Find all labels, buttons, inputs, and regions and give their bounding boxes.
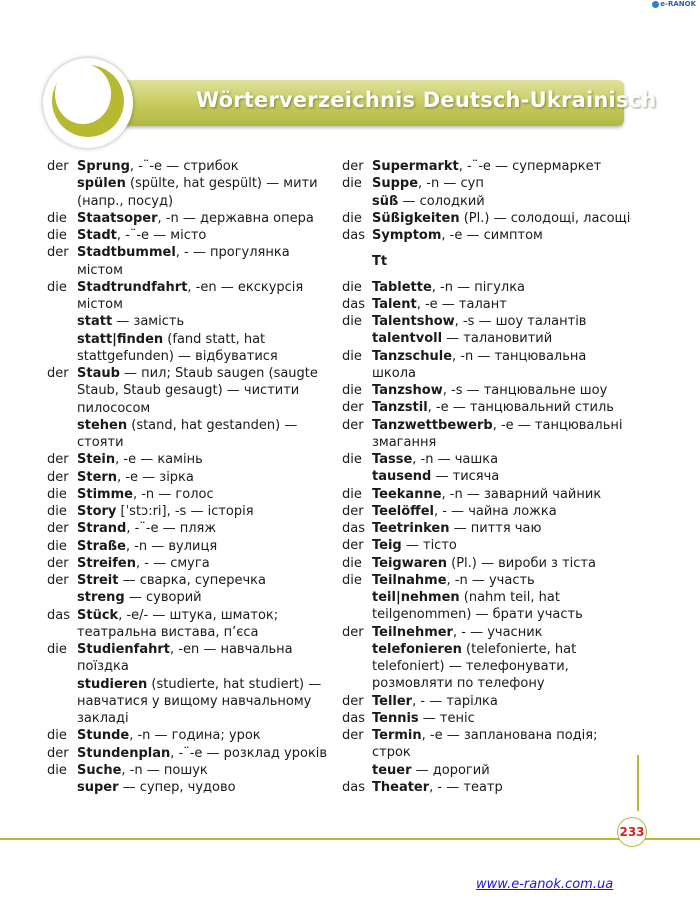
entry-article: der xyxy=(47,555,69,571)
dictionary-entry xyxy=(342,727,632,762)
entry-headword: tausend xyxy=(372,469,432,485)
entry-headword: Stadt xyxy=(77,228,117,243)
entry-text xyxy=(372,279,632,296)
dictionary-entry xyxy=(342,417,632,452)
dictionary-entry xyxy=(342,296,632,313)
entry-article: der xyxy=(342,728,364,744)
dictionary-entry xyxy=(342,279,632,296)
entry-text xyxy=(372,227,632,244)
entry-article xyxy=(342,468,372,485)
dictionary-entry xyxy=(342,330,632,347)
entry-headword: Stunde xyxy=(77,728,130,744)
entry-definition: , -n — година; урок xyxy=(129,728,261,744)
entry-definition: , -s — танцювальне шоу xyxy=(442,383,608,399)
entry-headword: Talent xyxy=(372,296,417,312)
dictionary-entry xyxy=(47,727,332,744)
entry-headword: Teller xyxy=(372,693,413,709)
entry-article: die xyxy=(47,642,67,657)
dictionary-entry xyxy=(47,641,332,676)
dictionary-entry xyxy=(47,607,332,642)
dictionary-entry xyxy=(47,779,332,796)
entry-headword: Teig xyxy=(372,538,402,554)
right-column xyxy=(342,158,632,796)
entry-article xyxy=(47,313,77,330)
entry-definition: , - — чайна ложка xyxy=(433,503,557,519)
entry-text xyxy=(372,210,632,227)
dictionary-entry xyxy=(342,710,632,727)
entry-article: der xyxy=(47,521,69,537)
entry-headword: Suppe xyxy=(372,176,419,192)
entry-headword: Talentshow xyxy=(372,314,455,330)
entry-text xyxy=(77,538,332,555)
entry-text xyxy=(372,624,632,641)
entry-definition: , -s — шоу талантів xyxy=(454,314,587,330)
dictionary-entry xyxy=(342,624,632,641)
entry-headword: Tasse xyxy=(372,452,413,468)
entry-text xyxy=(77,158,332,175)
entry-definition: (nahm teil, hat teilgenommen) — брати участь xyxy=(372,590,583,623)
entry-headword: Stein xyxy=(77,452,116,468)
entry-headword: Stimme xyxy=(77,486,133,502)
entry-text xyxy=(77,417,332,452)
entry-headword: Stück xyxy=(77,607,119,623)
dictionary-entry xyxy=(47,589,332,606)
dictionary-entry xyxy=(342,210,632,227)
entry-text xyxy=(77,244,332,279)
entry-article: der xyxy=(47,245,69,261)
dictionary-entry xyxy=(342,779,632,796)
entry-definition: — тисяча xyxy=(431,469,500,485)
entry-text xyxy=(77,279,332,314)
entry-definition: , -n — пошук xyxy=(121,762,208,778)
entry-headword: Theater xyxy=(372,779,430,795)
entry-headword: studieren xyxy=(77,676,148,692)
entry-article: der xyxy=(342,503,364,519)
entry-text xyxy=(77,745,332,762)
dictionary-entry xyxy=(342,589,632,624)
entry-headword: Teetrinken xyxy=(372,521,450,537)
entry-definition: — замість xyxy=(112,314,185,330)
entry-headword: Stern xyxy=(77,469,118,485)
entry-article xyxy=(47,676,77,728)
dictionary-entry xyxy=(342,175,632,192)
entry-article: die xyxy=(342,572,362,588)
entry-text xyxy=(372,693,632,710)
entry-definition: , -n — суп xyxy=(418,176,484,192)
entry-article xyxy=(47,417,77,452)
header-circle-inner xyxy=(55,64,111,124)
dictionary-entry xyxy=(342,486,632,503)
entry-definition: , -n — участь xyxy=(446,572,535,588)
entry-headword: statt|finden xyxy=(77,331,164,347)
entry-definition: — солодкий xyxy=(398,193,485,209)
entry-article: der xyxy=(47,452,69,468)
entry-text xyxy=(372,175,632,192)
entry-article xyxy=(342,330,372,347)
dictionary-entry xyxy=(47,520,332,537)
dictionary-entry xyxy=(47,331,332,366)
entry-text xyxy=(372,158,632,175)
entry-definition: — сварка, суперечка xyxy=(118,573,266,588)
entry-text xyxy=(77,676,332,728)
entry-text xyxy=(372,399,632,416)
entry-text xyxy=(372,330,632,347)
entry-text xyxy=(77,227,332,244)
entry-headword: Stundenplan xyxy=(77,745,171,761)
entry-definition: (Pl.) — вироби з тіста xyxy=(447,555,596,571)
entry-headword: Staatsoper xyxy=(77,210,158,226)
entry-definition: , - — прогулянка містом xyxy=(77,245,290,278)
entry-article: die xyxy=(342,210,362,226)
dictionary-entry xyxy=(47,279,332,314)
entry-definition: , -e — танцювальний стиль xyxy=(427,400,614,416)
website-link[interactable]: www.e-ranok.com.ua xyxy=(476,877,614,892)
entry-definition: , -e — танцювальні змагання xyxy=(372,417,623,450)
dictionary-entry xyxy=(342,158,632,175)
dictionary-entry xyxy=(342,762,632,779)
entry-definition: — супер, чудово xyxy=(118,780,236,795)
dictionary-entry xyxy=(342,520,632,537)
entry-article: die xyxy=(342,555,362,571)
dictionary-entry xyxy=(47,486,332,503)
entry-definition: (stand, hat gestanden) — стояти xyxy=(77,417,298,450)
dictionary-entry xyxy=(342,451,632,468)
entry-headword: Tanzschule xyxy=(372,348,453,364)
entry-text xyxy=(77,210,332,227)
entry-definition: , -n — державна опера xyxy=(157,210,314,226)
entry-text xyxy=(372,779,632,796)
entry-definition: , -n — танцювальна школа xyxy=(372,348,587,381)
entry-article: die xyxy=(47,762,67,778)
dictionary-entry xyxy=(47,538,332,555)
entry-text xyxy=(372,503,632,520)
entry-article xyxy=(47,779,77,796)
entry-headword: Stadtbummel xyxy=(77,245,176,261)
entry-headword: Süßigkeiten xyxy=(372,210,460,226)
entry-article: die xyxy=(47,486,67,502)
dictionary-entry xyxy=(47,451,332,468)
dictionary-entry xyxy=(47,365,332,417)
dictionary-entry xyxy=(342,641,632,693)
entry-article xyxy=(47,331,77,366)
dictionary-entry xyxy=(342,468,632,485)
entry-text xyxy=(77,503,332,520)
entry-article: die xyxy=(47,228,67,243)
entry-text xyxy=(372,417,632,452)
entry-text xyxy=(372,572,632,589)
dictionary-entry xyxy=(47,417,332,452)
dictionary-entry xyxy=(47,175,332,210)
dictionary-entry xyxy=(47,745,332,762)
entry-text xyxy=(77,727,332,744)
entry-headword: teuer xyxy=(372,762,412,778)
left-column xyxy=(47,158,332,796)
entry-article: der xyxy=(342,400,364,416)
entry-definition: , -n — чашка xyxy=(412,452,499,468)
entry-text xyxy=(372,486,632,503)
entry-definition: , -¨-e — розклад уроків xyxy=(170,745,328,761)
entry-headword: Stadtrundfahrt xyxy=(77,279,188,295)
entry-text xyxy=(77,331,332,366)
entry-definition: , -en — екскурсія містом xyxy=(77,279,304,312)
entry-text xyxy=(372,537,632,554)
entry-headword: Staub xyxy=(77,366,120,381)
footer-rule xyxy=(0,838,700,840)
entry-article: der xyxy=(342,693,364,709)
entry-definition: — теніс xyxy=(418,710,475,726)
letter-heading: Tt xyxy=(372,253,388,269)
entry-text xyxy=(77,520,332,537)
entry-text xyxy=(372,641,632,693)
entry-article: das xyxy=(342,521,365,537)
page-title: Wörterverzeichnis Deutsch-Ukrainisch xyxy=(196,88,657,112)
entry-headword: Tanzwettbewerb xyxy=(372,417,493,433)
entry-article: das xyxy=(342,228,365,243)
entry-headword: teil|nehmen xyxy=(372,590,460,606)
entry-text xyxy=(77,313,332,330)
entry-text xyxy=(372,296,632,313)
entry-article: das xyxy=(342,296,365,312)
entry-headword: Sprung xyxy=(77,159,130,174)
entry-article: der xyxy=(342,417,364,433)
entry-definition: , - — учасник xyxy=(452,624,543,640)
entry-text xyxy=(372,520,632,537)
entry-headword: Teelöffel xyxy=(372,503,434,519)
entry-article: die xyxy=(47,728,67,744)
entry-text xyxy=(77,572,332,589)
entry-text xyxy=(77,365,332,417)
entry-definition: , -¨-e — стрибок xyxy=(129,159,239,174)
entry-headword: Suche xyxy=(77,762,122,778)
entry-headword: spülen xyxy=(77,176,126,192)
entry-headword: süß xyxy=(372,193,399,209)
entry-definition: , -n — голос xyxy=(132,486,214,502)
entry-article xyxy=(342,641,372,693)
entry-article: das xyxy=(47,607,70,623)
dictionary-entry xyxy=(47,503,332,520)
right-column-bottom-entries xyxy=(342,279,632,797)
entry-text xyxy=(372,193,632,210)
entry-definition: , -e — запланована подія; строк xyxy=(372,728,598,761)
entry-headword: Symptom xyxy=(372,228,442,243)
entry-article: die xyxy=(342,452,362,468)
entry-article xyxy=(47,589,77,606)
entry-headword: statt xyxy=(77,314,113,330)
entry-definition: , -¨-e — місто xyxy=(116,228,207,243)
dictionary-entry xyxy=(342,693,632,710)
logo-icon xyxy=(652,1,659,8)
dictionary-entry xyxy=(342,227,632,244)
entry-text xyxy=(77,175,332,210)
entry-definition: , -n — заварний чайник xyxy=(441,486,602,502)
entry-headword: streng xyxy=(77,590,125,606)
entry-definition: [ˈstɔ:ri], -s — історія xyxy=(116,504,254,519)
entry-text xyxy=(77,779,332,796)
entry-article xyxy=(342,193,372,210)
entry-article: der xyxy=(47,469,69,485)
entry-definition: (Pl.) — солодощі, ласощі xyxy=(459,210,631,226)
entry-headword: stehen xyxy=(77,417,128,433)
entry-headword: telefonieren xyxy=(372,641,462,657)
entry-headword: Teekanne xyxy=(372,486,442,502)
entry-article: das xyxy=(342,779,365,795)
dictionary-entry xyxy=(342,313,632,330)
entry-definition: — дорогий xyxy=(411,762,490,778)
entry-definition: , -e — зірка xyxy=(117,469,194,485)
entry-headword: Termin xyxy=(372,728,422,744)
entry-definition: , - — театр xyxy=(429,779,503,795)
entry-definition: — талановитий xyxy=(442,331,553,347)
entry-definition: , -e/- — штука, шматок; театральна вистава, п’єса xyxy=(77,607,279,640)
entry-headword: Streifen xyxy=(77,555,136,571)
entry-definition: (telefonierte, hat telefoniert) — телефонувати, розмовляти по телефону xyxy=(372,641,577,692)
entry-article xyxy=(342,762,372,779)
entry-headword: Streit xyxy=(77,573,119,588)
entry-definition: (spülte, hat gespült) — мити (напр., посуд) xyxy=(77,176,318,209)
entry-definition: , -e — симптом xyxy=(441,228,543,243)
entry-text xyxy=(77,555,332,572)
publisher-logo xyxy=(652,0,696,8)
entry-text xyxy=(77,451,332,468)
entry-headword: Tanzshow xyxy=(372,383,443,399)
entry-headword: Teilnehmer xyxy=(372,624,453,640)
dictionary-entry xyxy=(342,555,632,572)
entry-text xyxy=(372,313,632,330)
dictionary-entry xyxy=(47,676,332,728)
entry-definition: , - — тарілка xyxy=(412,693,498,709)
entry-definition: , -¨-e — пляж xyxy=(126,521,217,537)
entry-text xyxy=(77,762,332,779)
entry-article: die xyxy=(342,486,362,502)
entry-definition: , -e — камінь xyxy=(115,452,203,468)
entry-article: der xyxy=(342,538,364,554)
entry-definition: (studierte, hat studiert) — навчатися у вищому навчальному закладі xyxy=(77,676,322,726)
entry-text xyxy=(372,727,632,762)
entry-article: der xyxy=(47,745,69,761)
dictionary-entry xyxy=(47,227,332,244)
entry-headword: Strand xyxy=(77,521,127,537)
dictionary-entry xyxy=(47,313,332,330)
entry-headword: Tanzstil xyxy=(372,400,428,416)
entry-article: die xyxy=(342,314,362,330)
entry-article xyxy=(342,589,372,624)
entry-article: die xyxy=(342,176,362,192)
entry-text xyxy=(77,607,332,642)
entry-definition: — суворий xyxy=(124,590,202,606)
entry-definition: (fand statt, hat stattgefunden) — відбуватися xyxy=(77,331,278,364)
logo-text: e-RANOK xyxy=(660,0,696,8)
entry-text xyxy=(372,589,632,624)
entry-headword: super xyxy=(77,780,119,795)
dictionary-entry xyxy=(342,572,632,589)
entry-headword: Tennis xyxy=(372,710,419,726)
entry-text xyxy=(372,348,632,383)
entry-article: der xyxy=(47,159,69,174)
entry-article: die xyxy=(47,210,67,226)
entry-headword: Story xyxy=(77,504,117,519)
entry-text xyxy=(372,762,632,779)
entry-article: die xyxy=(47,504,67,519)
entry-headword: Straße xyxy=(77,538,126,554)
dictionary-entry xyxy=(342,193,632,210)
entry-definition: — пиття чаю xyxy=(449,521,542,537)
entry-headword: talentvoll xyxy=(372,331,443,347)
entry-article: die xyxy=(342,348,362,364)
entry-text xyxy=(372,710,632,727)
entry-text xyxy=(372,555,632,572)
entry-text xyxy=(77,589,332,606)
dictionary-entry xyxy=(47,555,332,572)
entry-article: der xyxy=(47,573,69,588)
entry-text xyxy=(77,486,332,503)
dictionary-entry xyxy=(342,399,632,416)
entry-article: die xyxy=(342,279,362,295)
page-number: 233 xyxy=(617,817,647,847)
entry-article: die xyxy=(47,279,67,295)
entry-text xyxy=(372,468,632,485)
entry-definition: , -n — пігулка xyxy=(431,279,526,295)
dictionary-entry xyxy=(342,382,632,399)
entry-text xyxy=(77,641,332,676)
entry-headword: Tablette xyxy=(372,279,432,295)
entry-definition: , -e — талант xyxy=(416,296,507,312)
dictionary-entry xyxy=(342,348,632,383)
margin-rule xyxy=(637,755,639,811)
dictionary-entry xyxy=(342,537,632,554)
entry-text xyxy=(372,451,632,468)
entry-article xyxy=(47,175,77,210)
entry-text xyxy=(372,382,632,399)
dictionary-entry xyxy=(342,503,632,520)
entry-article: der xyxy=(342,624,364,640)
entry-definition: , -en — навчальна поїздка xyxy=(77,642,293,675)
entry-definition: , -n — вулиця xyxy=(125,538,218,554)
dictionary-entry xyxy=(47,762,332,779)
dictionary-entry xyxy=(47,210,332,227)
dictionary-entry xyxy=(47,469,332,486)
entry-definition: , -¨-e — супермаркет xyxy=(458,159,602,174)
dictionary-entry xyxy=(47,158,332,175)
entry-article: der xyxy=(47,366,69,381)
right-column-top-entries xyxy=(342,158,632,244)
entry-headword: Teilnahme xyxy=(372,572,447,588)
dictionary-entry xyxy=(47,572,332,589)
entry-headword: Teigwaren xyxy=(372,555,447,571)
entry-definition: — тісто xyxy=(401,538,457,554)
entry-headword: Studienfahrt xyxy=(77,642,170,657)
entry-definition: — пил; Staub saugen (saugte Staub, Staub gesaugt) — чистити пилососом xyxy=(77,366,318,416)
entry-article: das xyxy=(342,710,365,726)
entry-article: die xyxy=(47,538,67,554)
entry-article: der xyxy=(342,159,364,174)
entry-article: die xyxy=(342,383,362,399)
dictionary-entry xyxy=(47,244,332,279)
entry-definition: , - — смуга xyxy=(136,555,210,571)
entry-text xyxy=(77,469,332,486)
entry-headword: Supermarkt xyxy=(372,159,459,174)
